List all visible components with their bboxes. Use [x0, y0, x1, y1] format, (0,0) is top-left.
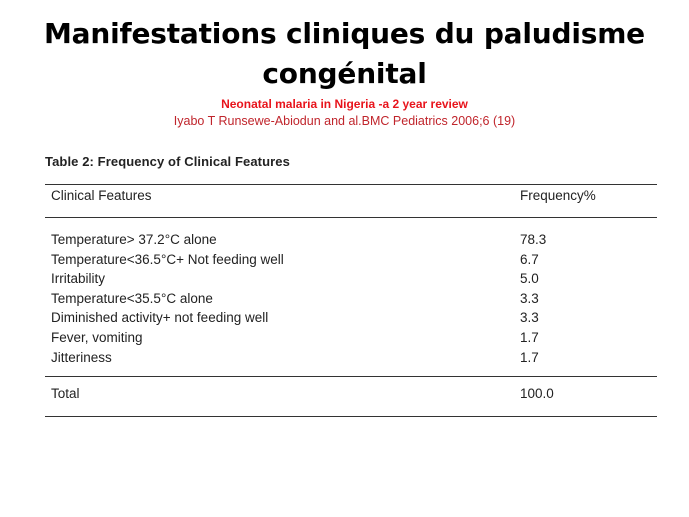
frequency-cell: 6.7 [520, 251, 539, 267]
frequency-cell: 1.7 [520, 329, 539, 345]
feature-cell: Jitteriness [51, 349, 112, 365]
table-top-rule [45, 184, 657, 185]
table-row [51, 250, 651, 270]
frequency-cell: 5.0 [520, 271, 539, 287]
total-value: 100.0 [520, 386, 554, 401]
slide-title-line-1: Manifestations cliniques du paludisme [44, 17, 645, 50]
frequency-cell: 78.3 [520, 232, 547, 247]
table-total-row [51, 386, 651, 401]
table-row [51, 328, 651, 348]
total-label: Total [51, 386, 80, 401]
feature-cell: Temperature<36.5°C+ Not feeding well [51, 251, 284, 267]
citation: Iyabo T Runsewe-Abiodun and al.BMC Pediatrics 2006;6 (19) [173, 114, 516, 128]
table-header-rule [45, 217, 657, 218]
frequency-cell: 3.3 [520, 310, 539, 326]
table-caption: Table 2: Frequency of Clinical Features [45, 154, 290, 169]
header-frequency: Frequency% [520, 188, 596, 203]
feature-cell: Temperature> 37.2°C alone [51, 232, 217, 247]
slide-title-line-2: congénital [262, 57, 427, 90]
paper-title: Neonatal malaria in Nigeria -a 2 year review [221, 97, 468, 111]
slide-title [0, 14, 689, 94]
table-bottom-rule [45, 416, 657, 417]
feature-cell: Fever, vomiting [51, 329, 143, 345]
table-row [51, 348, 651, 368]
table-row [51, 289, 651, 309]
frequency-cell: 3.3 [520, 290, 539, 306]
feature-cell: Irritability [51, 271, 106, 287]
table-body [51, 230, 651, 367]
feature-cell: Temperature<35.5°C alone [51, 290, 213, 306]
table-row [51, 230, 651, 250]
table-total-rule [45, 376, 657, 377]
feature-cell: Diminished activity+ not feeding well [51, 310, 269, 326]
table-row [51, 308, 651, 328]
header-clinical-features: Clinical Features [51, 188, 152, 203]
table-row [51, 269, 651, 289]
frequency-cell: 1.7 [520, 349, 539, 365]
